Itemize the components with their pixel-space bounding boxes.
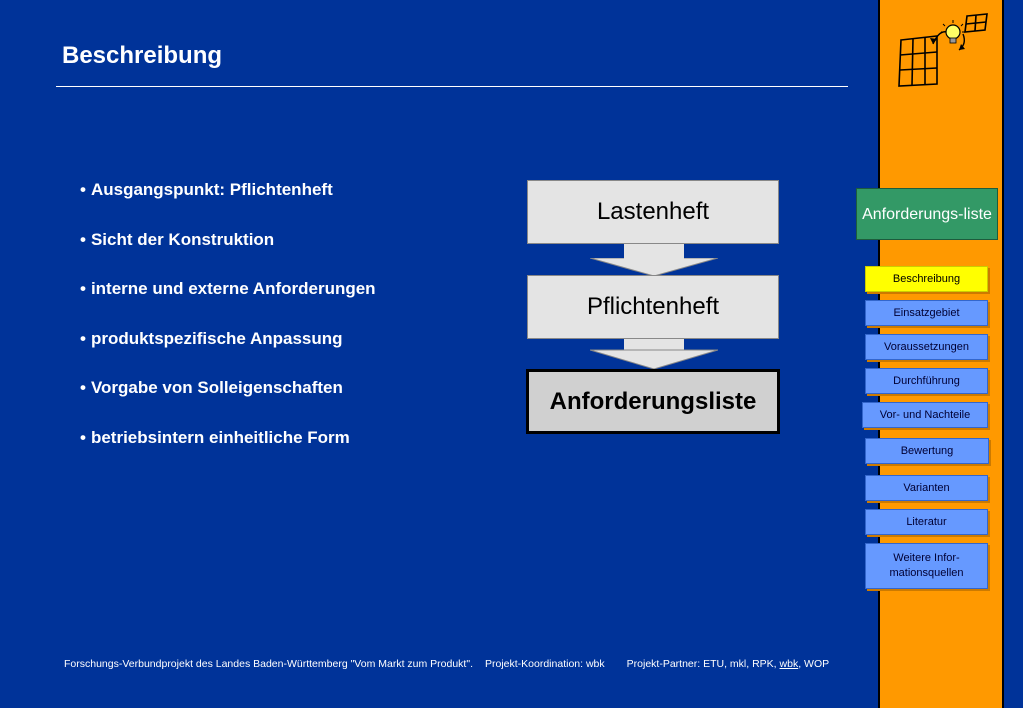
nav-literatur[interactable] <box>865 509 988 535</box>
footer <box>64 658 829 670</box>
page-title: Beschreibung <box>62 42 223 69</box>
bullet-text: Vorgabe von Solleigenschaften <box>90 378 343 398</box>
nav-durchfuehrung[interactable] <box>865 368 988 394</box>
section-title: Anforderungs-liste <box>862 205 992 223</box>
nav-label: Weitere Infor-mationsquellen <box>889 552 964 579</box>
bullet-item <box>80 230 376 280</box>
nav-vor-und-nachteile[interactable] <box>862 402 988 428</box>
footer-partners-suffix: , WOP <box>798 658 830 670</box>
flow-box-lastenheft: Lastenheft <box>527 180 779 244</box>
bullet-text: interne und externe Anforderungen <box>90 279 376 299</box>
bullet-list <box>80 180 376 478</box>
bullet-marker: • <box>80 378 86 398</box>
nav-label: Einsatzgebiet <box>893 307 960 319</box>
bullet-marker: • <box>80 427 86 447</box>
nav-weitere-informationsquellen[interactable] <box>865 543 988 589</box>
bullet-item <box>80 378 376 428</box>
arrow-shaft <box>624 243 684 259</box>
down-arrow-icon <box>590 338 718 370</box>
title-divider <box>56 86 848 87</box>
flow-box-pflichtenheft: Pflichtenheft <box>527 275 779 339</box>
bullet-item <box>80 329 376 379</box>
nav-label: Vor- und Nachteile <box>879 409 971 421</box>
footer-partners-prefix: Projekt-Partner: ETU, mkl, RPK, <box>626 658 780 670</box>
footer-coordination: Projekt-Koordination: wbk <box>484 658 605 670</box>
lightbulb-grid-logo-icon <box>893 10 993 92</box>
flow-box-anforderungsliste: Anforderungsliste <box>526 369 780 434</box>
nav-label: Voraussetzungen <box>883 341 969 353</box>
nav-label: Literatur <box>906 516 947 528</box>
footer-project: Forschungs-Verbundprojekt des Landes Baden-Württemberg "Vom Markt zum Produkt". <box>64 658 473 670</box>
nav-label: Varianten <box>903 482 950 494</box>
nav-einsatzgebiet[interactable] <box>865 300 988 326</box>
nav-label: Durchführung <box>893 375 960 387</box>
bullet-marker: • <box>80 279 86 299</box>
bullet-item <box>80 279 376 329</box>
bullet-text: produktspezifische Anpassung <box>90 328 343 348</box>
section-title-box <box>856 188 998 240</box>
footer-partner-link[interactable]: wbk <box>779 658 799 670</box>
nav-varianten[interactable] <box>865 475 988 501</box>
bullet-text: Sicht der Konstruktion <box>90 229 275 249</box>
bullet-text: betriebsintern einheitliche Form <box>90 427 350 447</box>
right-edge <box>1004 0 1023 708</box>
bullet-marker: • <box>80 229 86 249</box>
nav-beschreibung[interactable] <box>865 266 988 292</box>
bullet-item <box>80 428 376 478</box>
nav-voraussetzungen[interactable] <box>865 334 988 360</box>
bullet-marker: • <box>80 328 86 348</box>
nav-label: Bewertung <box>900 445 954 457</box>
bullet-text: Ausgangspunkt: Pflichtenheft <box>90 180 333 199</box>
bullet-item <box>80 180 376 230</box>
nav-label: Beschreibung <box>892 273 961 285</box>
bullet-marker: • <box>80 180 86 199</box>
nav-bewertung[interactable] <box>865 438 989 464</box>
